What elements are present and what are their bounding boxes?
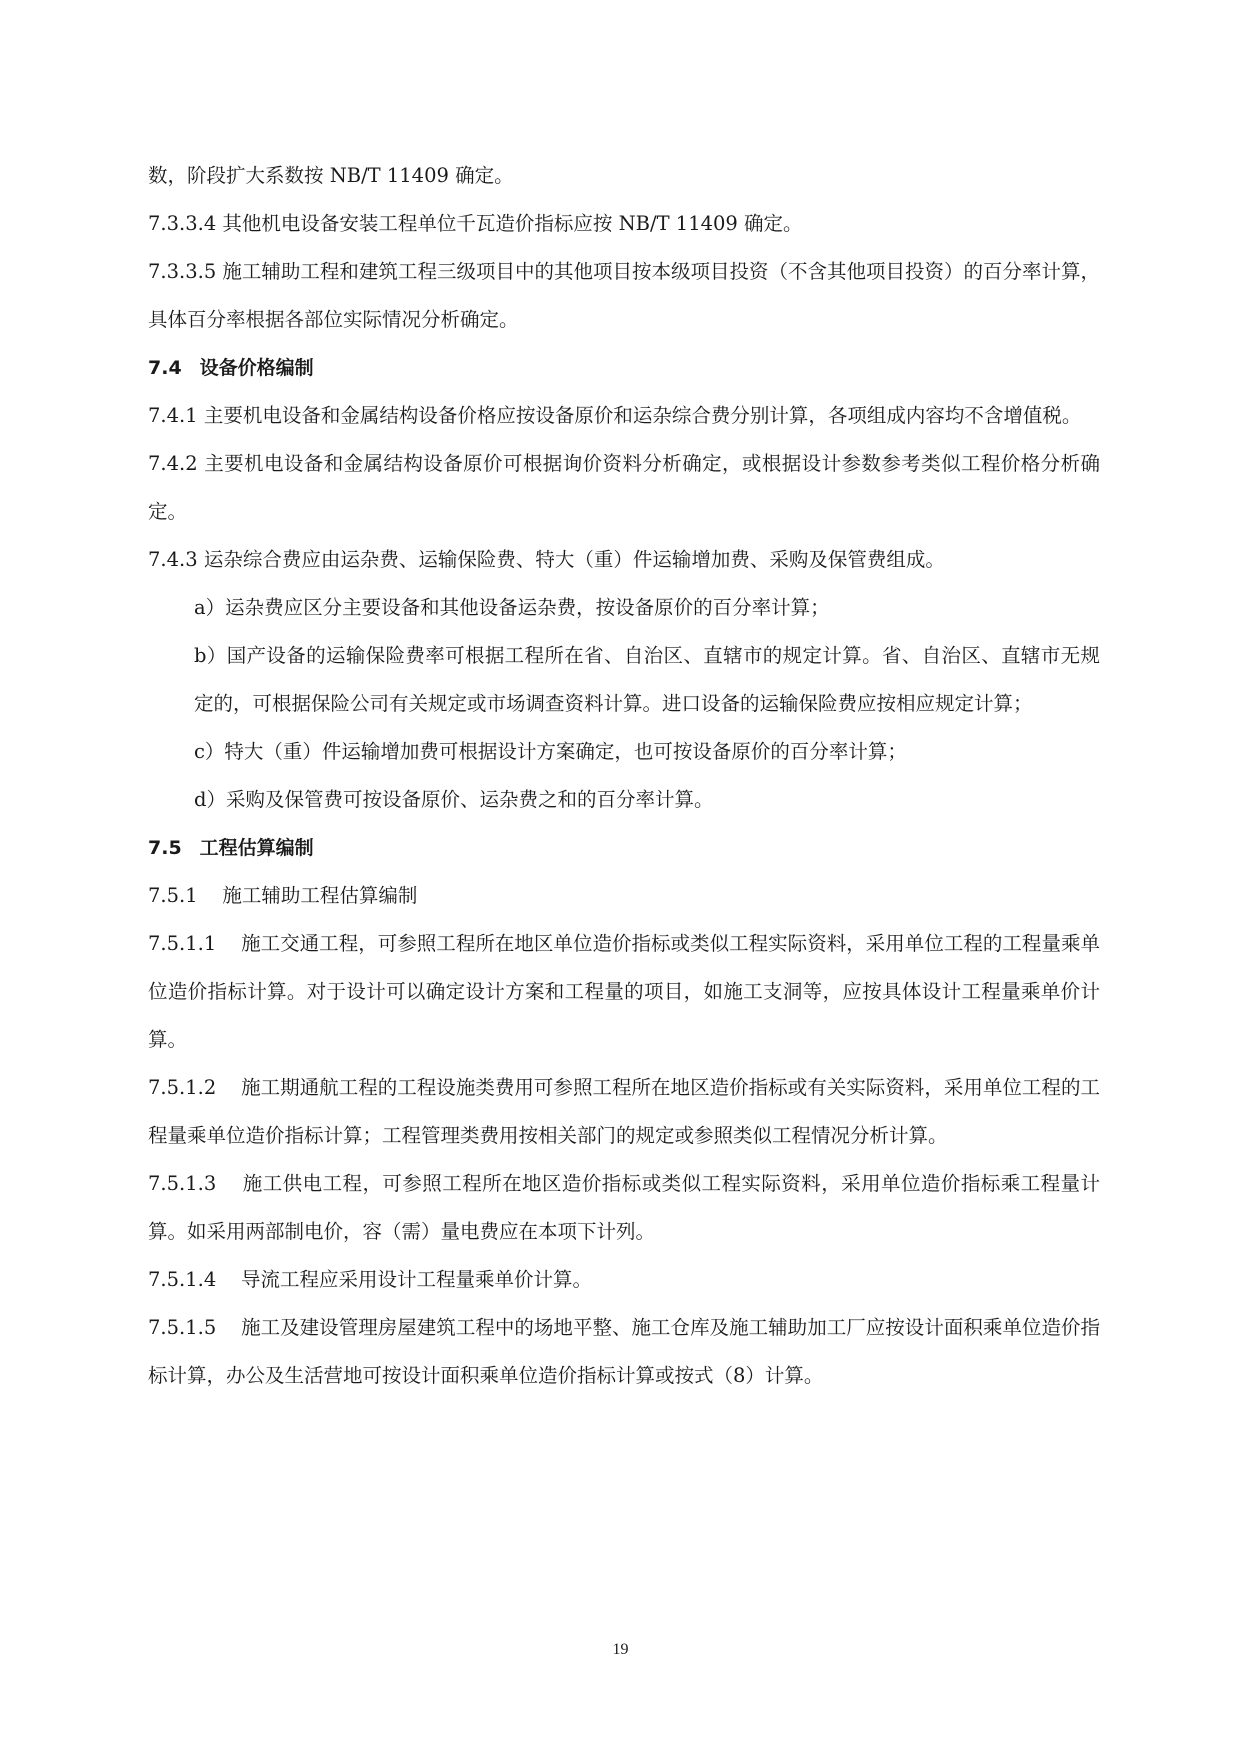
- paragraph: 7.5.1.3 施工供电工程，可参照工程所在地区造价指标或类似工程实际资料，采用单位造价指标乘工程量计算。如采用两部制电价，容（需）量电费应在本项下计列。: [148, 1172, 1100, 1243]
- list-item: b）国产设备的运输保险费率可根据工程所在省、自治区、直辖市的规定计算。省、自治区、直辖市无规定的，可根据保险公司有关规定或市场调查资料计算。进口设备的运输保险费应按相应规定计算；: [194, 644, 1100, 715]
- paragraph: 7.5.1.4 导流工程应采用设计工程量乘单价计算。: [148, 1268, 593, 1291]
- list-item: c）特大（重）件运输增加费可根据设计方案确定，也可按设备原价的百分率计算；: [194, 740, 907, 763]
- paragraph: 7.3.3.4 其他机电设备安装工程单位千瓦造价指标应按 NB/T 11409 确定。: [148, 212, 803, 235]
- heading-title: 设备价格编制: [199, 357, 314, 379]
- section-heading-7-4: [148, 344, 1100, 392]
- list-item: a）运杂费应区分主要设备和其他设备运杂费，按设备原价的百分率计算；: [194, 596, 830, 619]
- heading-number: 7.5: [148, 837, 182, 859]
- paragraph: 7.5.1.1 施工交通工程，可参照工程所在地区单位造价指标或类似工程实际资料，采用单位工程的工程量乘单位造价指标计算。对于设计可以确定设计方案和工程量的项目，如施工支洞等，应按具体设计工程量乘单价计算。: [148, 932, 1100, 1051]
- document-body: [148, 152, 1100, 1400]
- list-item: d）采购及保管费可按设备原价、运杂费之和的百分率计算。: [194, 788, 714, 811]
- subsection-heading: 7.5.1 施工辅助工程估算编制: [148, 884, 418, 907]
- page-number: 19: [612, 1641, 629, 1658]
- paragraph: 7.5.1.2 施工期通航工程的工程设施类费用可参照工程所在地区造价指标或有关实际资料，采用单位工程的工程量乘单位造价指标计算；工程管理类费用按相关部门的规定或参照类似工程情况分析计算。: [148, 1076, 1100, 1147]
- heading-title: 工程估算编制: [199, 837, 314, 859]
- heading-number: 7.4: [148, 357, 182, 379]
- paragraph: 7.4.3 运杂综合费应由运杂费、运输保险费、特大（重）件运输增加费、采购及保管费组成。: [148, 548, 945, 571]
- paragraph: 数，阶段扩大系数按 NB/T 11409 确定。: [148, 164, 514, 187]
- paragraph: 7.3.3.5 施工辅助工程和建筑工程三级项目中的其他项目按本级项目投资（不含其他项目投资）的百分率计算，具体百分率根据各部位实际情况分析确定。: [148, 260, 1100, 331]
- paragraph: 7.4.2 主要机电设备和金属结构设备原价可根据询价资料分析确定，或根据设计参数参考类似工程价格分析确定。: [148, 452, 1100, 523]
- paragraph: 7.5.1.5 施工及建设管理房屋建筑工程中的场地平整、施工仓库及施工辅助加工厂应按设计面积乘单位造价指标计算，办公及生活营地可按设计面积乘单位造价指标计算或按式（8）计算。: [148, 1316, 1100, 1387]
- paragraph: 7.4.1 主要机电设备和金属结构设备价格应按设备原价和运杂综合费分别计算，各项组成内容均不含增值税。: [148, 404, 1082, 427]
- section-heading-7-5: [148, 824, 1100, 872]
